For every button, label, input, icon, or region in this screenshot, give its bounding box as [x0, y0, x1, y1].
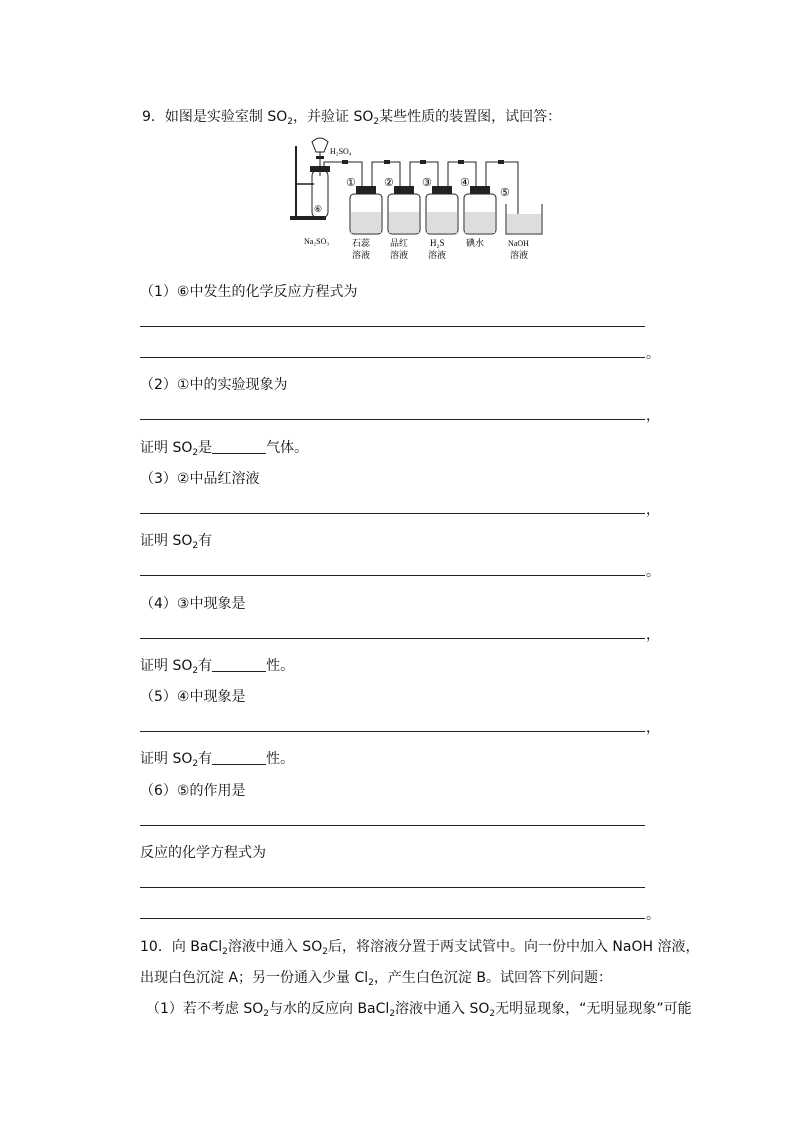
part-2-prove: 证明 $SO_2$是 气体。 [140, 440, 309, 458]
svg-text:碘水: 碘水 [466, 238, 485, 248]
svg-text:②: ② [384, 177, 394, 189]
svg-text:品红: 品红 [390, 238, 409, 248]
beaker-5 [500, 187, 542, 260]
bottle-4 [460, 177, 496, 248]
q9-number: 9． [142, 109, 165, 125]
svg-text:H₂S: H₂S [430, 238, 445, 248]
bottle-1 [346, 177, 382, 260]
part-5-prove: 证明 $SO_2$有 性。 [140, 751, 295, 769]
acid-label: H₂SO₄ [330, 147, 352, 156]
q10-line-2: 出现白色沉淀 A；另一份通入少量 $Cl_2$，产生白色沉淀 B。试回答下列问题： [140, 970, 612, 988]
svg-text:①: ① [346, 177, 356, 189]
fill-blank[interactable] [212, 750, 266, 765]
svg-text:溶液: 溶液 [390, 250, 409, 260]
answer-line[interactable] [140, 419, 645, 420]
answer-line[interactable] [140, 918, 645, 919]
circle-6: ⑥ [314, 204, 323, 214]
bottle-3 [422, 177, 458, 260]
answer-line[interactable] [140, 575, 645, 576]
q10-line-1: 10．向 BaCl$_2$溶液中通入 $SO_2$后，将溶液分置于两支试管中。向一份中加入 NaOH 溶液， [140, 939, 700, 957]
part-4-prove: 证明 $SO_2$有 性。 [140, 658, 295, 676]
svg-text:溶液: 溶液 [510, 250, 529, 260]
part-6-prompt: （6）⑤的作用是 [140, 783, 246, 799]
part-1-prompt: （1）⑥中发生的化学反应方程式为 [140, 284, 358, 300]
svg-text:溶液: 溶液 [352, 250, 371, 260]
comma: ， [646, 502, 660, 518]
part-3-prompt: （3）②中品红溶液 [140, 471, 260, 487]
period: 。 [646, 564, 660, 580]
fill-blank[interactable] [212, 657, 266, 672]
svg-text:③: ③ [422, 177, 432, 189]
fill-blank[interactable] [212, 439, 266, 454]
answer-line[interactable] [140, 357, 645, 358]
q10-part-1: （1）若不考虑 $SO_2$与水的反应向 BaCl$_2$溶液中通入 $SO_2$无明显现象，“无明显现象”可能 [146, 1001, 692, 1019]
svg-text:⑤: ⑤ [500, 187, 510, 199]
separatory-funnel [312, 138, 328, 152]
part-2-prompt: （2）①中的实验现象为 [140, 377, 288, 393]
period: 。 [646, 346, 660, 362]
answer-line[interactable] [140, 513, 645, 514]
apparatus-figure [286, 136, 556, 264]
svg-text:④: ④ [460, 177, 470, 189]
svg-text:NaOH: NaOH [508, 239, 529, 248]
answer-line[interactable] [140, 326, 645, 327]
comma: ， [646, 720, 660, 736]
comma: ， [646, 408, 660, 424]
period: 。 [646, 907, 660, 923]
part-3-prove: 证明 $SO_2$有 [140, 533, 213, 551]
answer-line[interactable] [140, 638, 645, 639]
tube-1 [324, 162, 362, 186]
bottle-2 [384, 177, 420, 260]
answer-line[interactable] [140, 825, 645, 826]
svg-text:石蕊: 石蕊 [352, 238, 371, 248]
comma: ， [646, 627, 660, 643]
part-4-prompt: （4）③中现象是 [140, 596, 246, 612]
part-5-prompt: （5）④中现象是 [140, 689, 246, 705]
generator-label: Na₂SO₃ [304, 237, 330, 246]
answer-line[interactable] [140, 731, 645, 732]
answer-line[interactable] [140, 887, 645, 888]
part-6-equation-prompt: 反应的化学方程式为 [140, 845, 266, 861]
q9-stem: 9．如图是实验室制 $SO_2$，并验证 $SO_2$某些性质的装置图，试回答： [142, 109, 562, 127]
svg-text:溶液: 溶液 [428, 250, 447, 260]
